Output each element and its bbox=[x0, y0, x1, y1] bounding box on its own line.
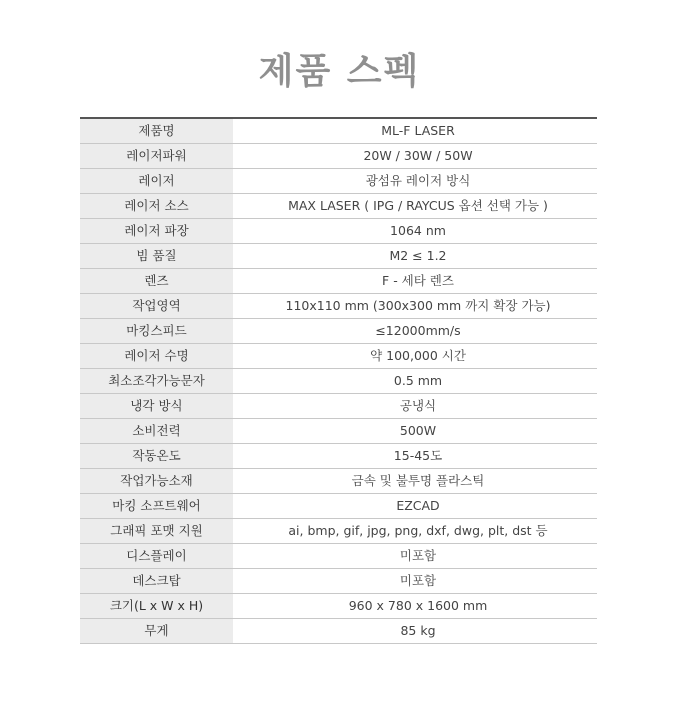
spec-label: 레이저 파장 bbox=[80, 219, 233, 243]
spec-label: 작업영역 bbox=[80, 294, 233, 318]
spec-value: 0.5 mm bbox=[239, 369, 597, 393]
table-row bbox=[80, 419, 597, 444]
table-row bbox=[80, 544, 597, 569]
table-row bbox=[80, 444, 597, 469]
spec-label: 데스크탑 bbox=[80, 569, 233, 593]
table-row bbox=[80, 119, 597, 144]
table-row bbox=[80, 594, 597, 619]
spec-label: 제품명 bbox=[80, 119, 233, 143]
table-row bbox=[80, 394, 597, 419]
table-row bbox=[80, 619, 597, 644]
spec-label: 마킹 소프트웨어 bbox=[80, 494, 233, 518]
table-row bbox=[80, 294, 597, 319]
spec-value: M2 ≤ 1.2 bbox=[239, 244, 597, 268]
spec-value: MAX LASER ( IPG / RAYCUS 옵션 선택 가능 ) bbox=[239, 194, 597, 218]
table-row bbox=[80, 219, 597, 244]
spec-value: 20W / 30W / 50W bbox=[239, 144, 597, 168]
table-row bbox=[80, 519, 597, 544]
table-row bbox=[80, 369, 597, 394]
spec-label: 레이저파워 bbox=[80, 144, 233, 168]
spec-table bbox=[80, 117, 597, 644]
spec-label: 크기(L x W x H) bbox=[80, 594, 233, 618]
table-row bbox=[80, 469, 597, 494]
spec-value: 금속 및 불투명 플라스틱 bbox=[239, 469, 597, 493]
spec-label: 무게 bbox=[80, 619, 233, 643]
table-row bbox=[80, 494, 597, 519]
spec-value: 85 kg bbox=[239, 619, 597, 643]
page-title: 제품 스펙 bbox=[258, 51, 421, 92]
table-row bbox=[80, 244, 597, 269]
spec-label: 작동온도 bbox=[80, 444, 233, 468]
spec-label: 그래픽 포맷 지원 bbox=[80, 519, 233, 543]
spec-value: 미포함 bbox=[239, 544, 597, 568]
table-row bbox=[80, 319, 597, 344]
table-row bbox=[80, 194, 597, 219]
table-row bbox=[80, 344, 597, 369]
spec-value: 960 x 780 x 1600 mm bbox=[239, 594, 597, 618]
spec-label: 마킹스피드 bbox=[80, 319, 233, 343]
spec-label: 레이저 소스 bbox=[80, 194, 233, 218]
spec-value: EZCAD bbox=[239, 494, 597, 518]
spec-value: ML-F LASER bbox=[239, 119, 597, 143]
spec-label: 빔 품질 bbox=[80, 244, 233, 268]
spec-value: 공냉식 bbox=[239, 394, 597, 418]
spec-value: ≤12000mm/s bbox=[239, 319, 597, 343]
spec-value: 1064 nm bbox=[239, 219, 597, 243]
table-row bbox=[80, 144, 597, 169]
spec-label: 냉각 방식 bbox=[80, 394, 233, 418]
spec-label: 디스플레이 bbox=[80, 544, 233, 568]
table-row bbox=[80, 269, 597, 294]
table-row bbox=[80, 169, 597, 194]
spec-label: 최소조각가능문자 bbox=[80, 369, 233, 393]
spec-value: 110x110 mm (300x300 mm 까지 확장 가능) bbox=[239, 294, 597, 318]
spec-value: ai, bmp, gif, jpg, png, dxf, dwg, plt, dst 등 bbox=[239, 519, 597, 543]
table-row bbox=[80, 569, 597, 594]
spec-value: 약 100,000 시간 bbox=[239, 344, 597, 368]
spec-label: 작업가능소재 bbox=[80, 469, 233, 493]
spec-value: 미포함 bbox=[239, 569, 597, 593]
spec-label: 소비전력 bbox=[80, 419, 233, 443]
spec-label: 렌즈 bbox=[80, 269, 233, 293]
spec-value: 500W bbox=[239, 419, 597, 443]
spec-value: 광섬유 레이저 방식 bbox=[239, 169, 597, 193]
spec-label: 레이저 bbox=[80, 169, 233, 193]
spec-value: 15-45도 bbox=[239, 444, 597, 468]
spec-value: F - 세타 렌즈 bbox=[239, 269, 597, 293]
spec-label: 레이저 수명 bbox=[80, 344, 233, 368]
